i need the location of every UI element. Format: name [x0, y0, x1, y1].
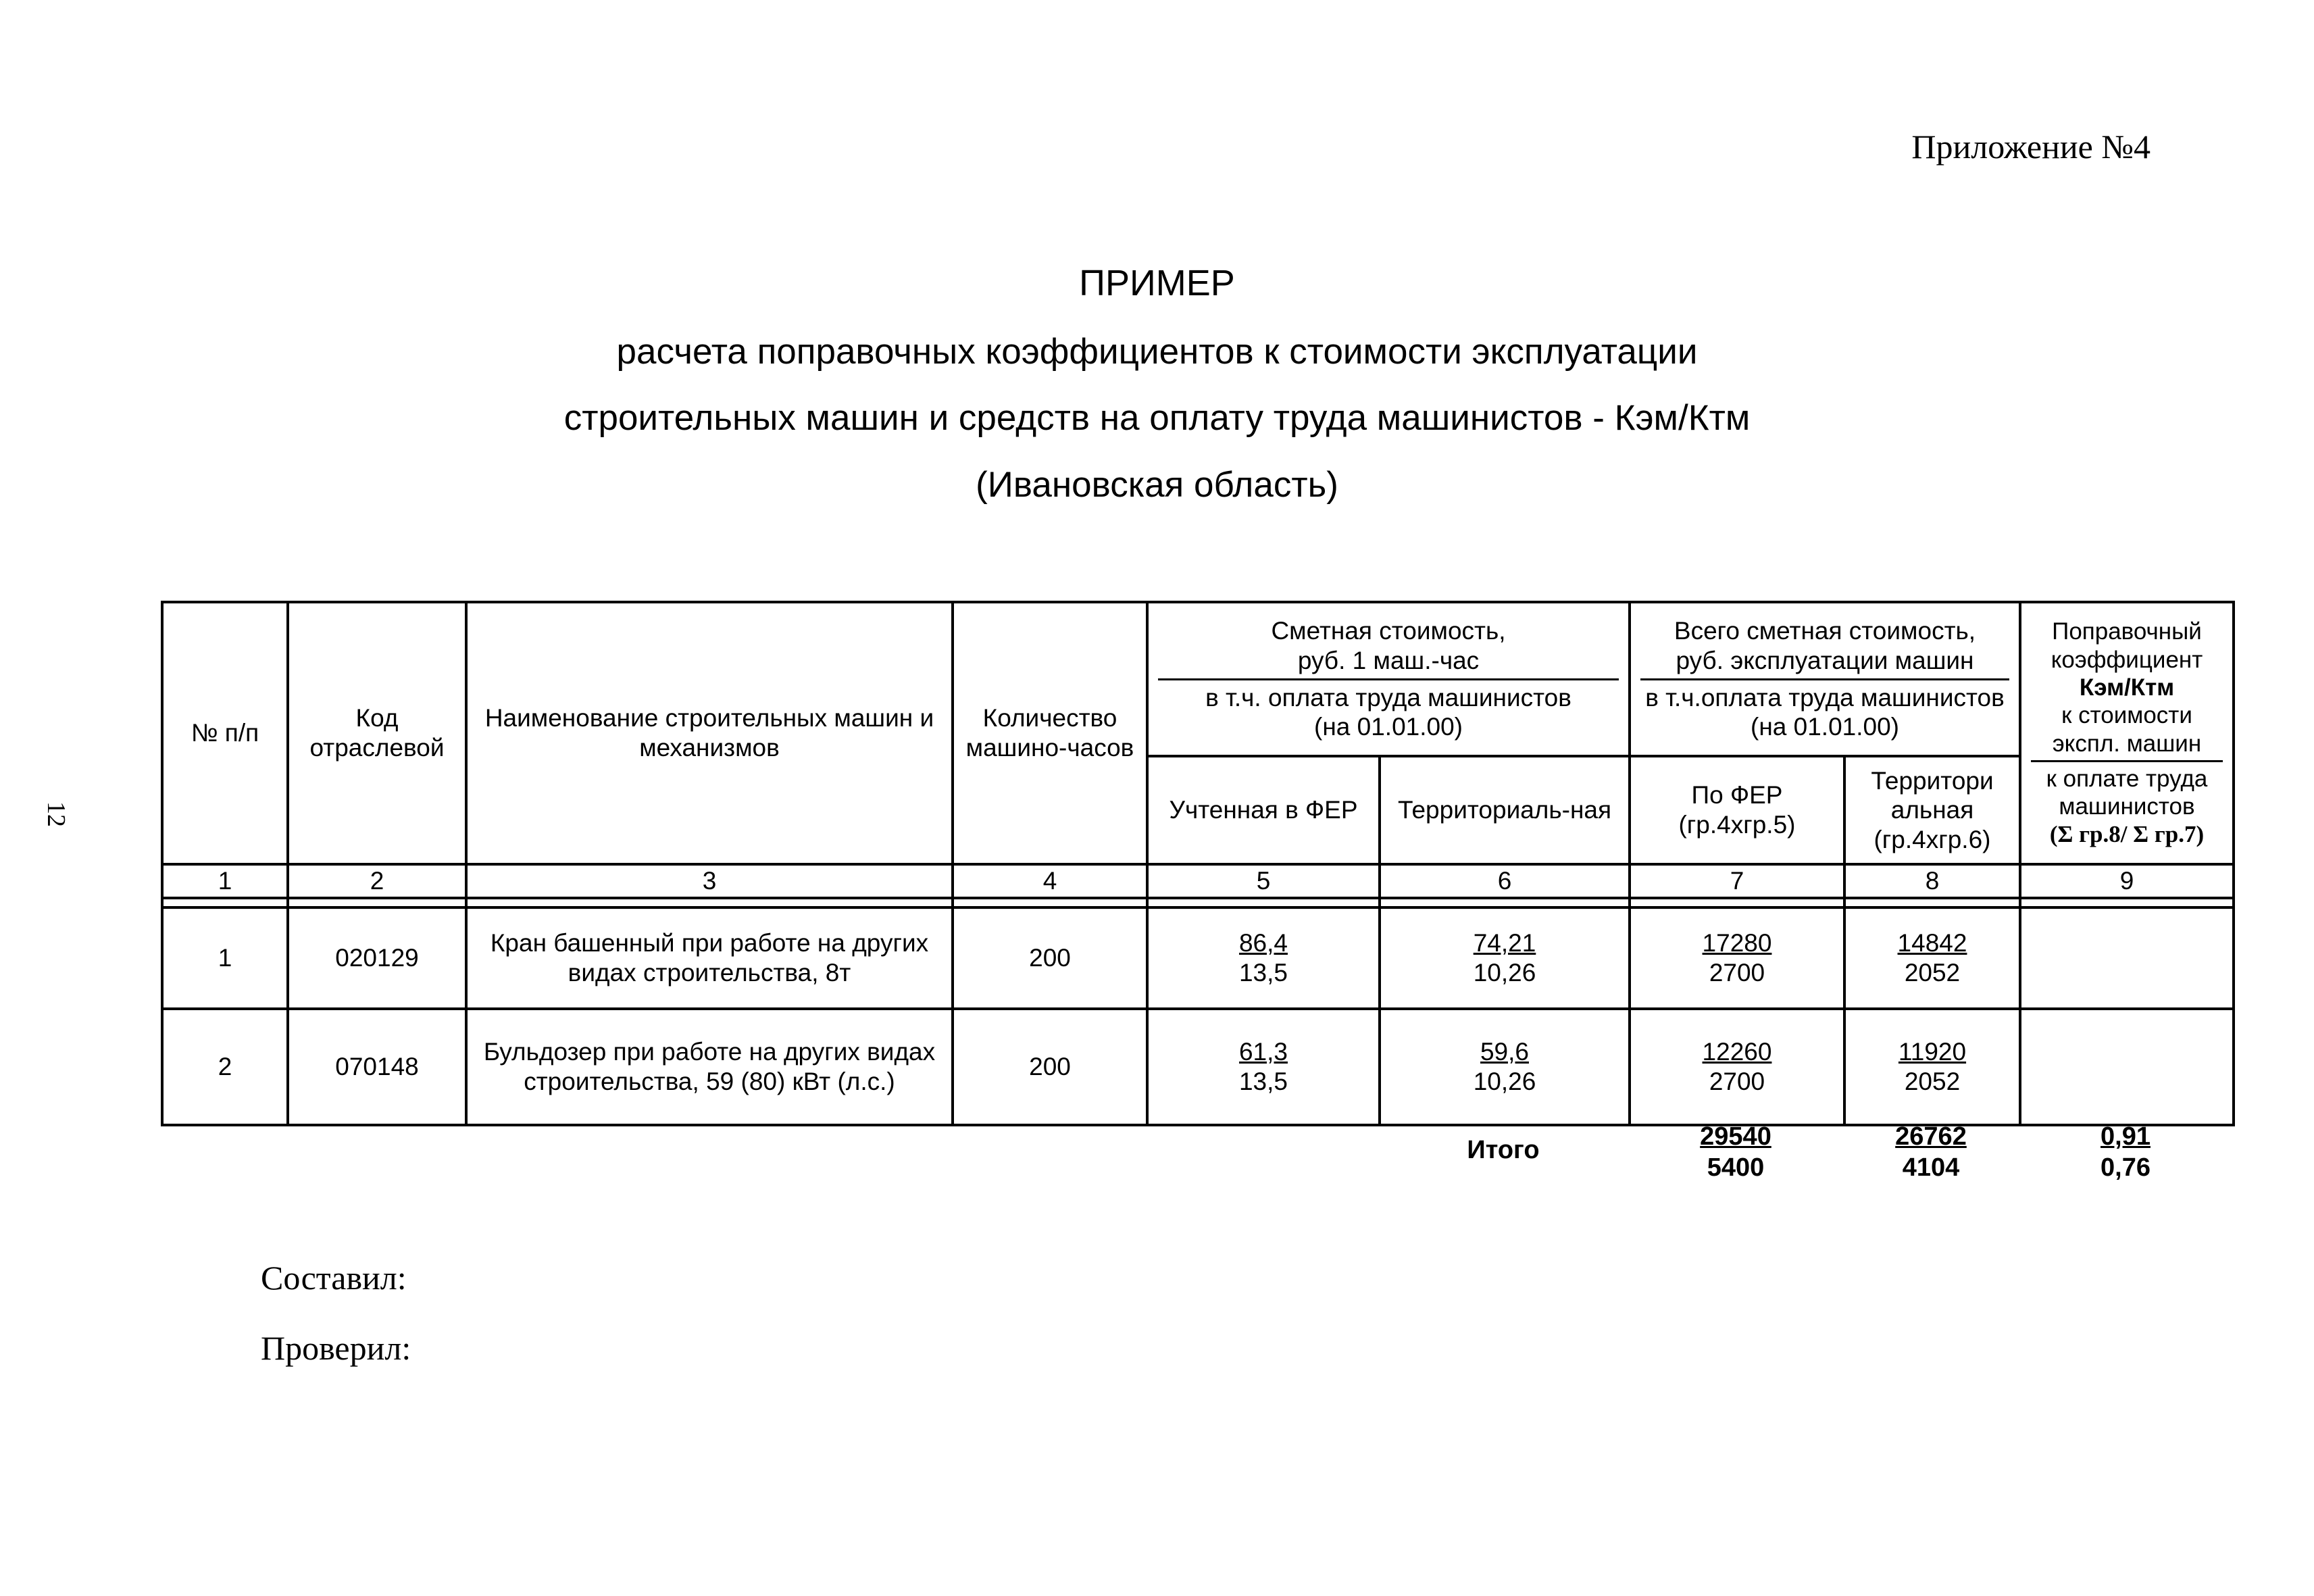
row-total-fer	[1630, 1009, 1844, 1125]
header-divider	[1158, 678, 1619, 680]
header-group-total-top: Всего сметная стоимость,	[1674, 617, 1976, 645]
header-total-territorial: Территори альная (гр.4хгр.6)	[1844, 756, 2020, 864]
value-bottom: 4104	[1902, 1153, 1960, 1182]
header-num: № п/п	[162, 602, 288, 864]
value-bottom: 0,76	[2101, 1153, 2150, 1182]
header-coef-d: к оплате труда машинистов	[2046, 765, 2208, 820]
value-top: 74,21	[1473, 929, 1536, 957]
header-name: Наименование строительных машин и механизмов	[466, 602, 953, 864]
value-top: 11920	[1898, 1038, 1967, 1066]
column-number: 7	[1630, 864, 1844, 898]
header-fer: Учтенная в ФЕР	[1147, 756, 1380, 864]
table-row	[162, 907, 2234, 1009]
column-number: 1	[162, 864, 288, 898]
header-group-cost-mid: руб. 1 маш.-час	[1297, 646, 1480, 674]
value-bottom: 13,5	[1238, 959, 1288, 987]
row-total-fer	[1630, 907, 1844, 1009]
header-total-fer: По ФЕР (гр.4хгр.5)	[1630, 756, 1844, 864]
value-bottom: 2052	[1904, 1068, 1961, 1095]
column-number: 5	[1147, 864, 1380, 898]
row-coefficient	[2020, 1009, 2234, 1125]
row-code: 070148	[288, 1009, 466, 1125]
checked-by-label: Проверил:	[261, 1329, 411, 1367]
value-bottom: 2700	[1709, 959, 1765, 987]
header-coef-c: к стоимости экспл. машин	[2052, 702, 2202, 757]
value-top: 29540	[1700, 1122, 1771, 1151]
row-hours: 200	[953, 907, 1147, 1009]
totals-coefficient	[2019, 1122, 2232, 1183]
appendix-label: Приложение №4	[1911, 128, 2150, 166]
header-group-total-mid: руб. эксплуатации машин	[1676, 646, 1974, 674]
header-code: Код отраслевой	[288, 602, 466, 864]
column-number: 2	[288, 864, 466, 898]
value-bottom: 2700	[1709, 1068, 1765, 1095]
totals-fer	[1628, 1122, 1843, 1183]
value-top: 0,91	[2101, 1122, 2150, 1151]
header-coef-e: (Σ гр.8/ Σ гр.7)	[2049, 821, 2205, 848]
value-bottom: 10,26	[1473, 1068, 1536, 1095]
page-number: 12	[42, 801, 70, 827]
header-group-cost-bot: в т.ч. оплата труда машинистов	[1205, 683, 1571, 712]
value-bottom: 5400	[1707, 1153, 1765, 1182]
value-top: 86,4	[1238, 929, 1288, 957]
value-top: 59,6	[1480, 1038, 1529, 1066]
row-num: 2	[162, 1009, 288, 1125]
totals-territorial	[1843, 1122, 2019, 1183]
value-bottom: 2052	[1904, 959, 1961, 987]
header-group-total	[1630, 602, 2020, 756]
value-bottom: 13,5	[1238, 1068, 1288, 1095]
table-row	[162, 1009, 2234, 1125]
header-group-total-bot: в т.ч.оплата труда машинистов (на 01.01.00)	[1645, 683, 2005, 741]
column-number: 8	[1844, 864, 2020, 898]
document-subtitle-line1: расчета поправочных коэффициентов к стоимости эксплуатации	[616, 332, 1698, 372]
row-name: Кран башенный при работе на других видах строительства, 8т	[466, 907, 953, 1009]
value-top: 26762	[1895, 1122, 1967, 1151]
row-name: Бульдозер при работе на других видах строительства, 59 (80) кВт (л.с.)	[466, 1009, 953, 1125]
totals-label: Итого	[1467, 1136, 1540, 1164]
column-number: 3	[466, 864, 953, 898]
row-coefficient	[2020, 907, 2234, 1009]
value-top: 12260	[1702, 1038, 1772, 1066]
row-fer	[1147, 907, 1380, 1009]
header-group-cost-date: (на 01.01.00)	[1314, 713, 1463, 741]
header-coefficient	[2020, 602, 2234, 864]
column-number: 4	[953, 864, 1147, 898]
document-region: (Ивановская область)	[976, 465, 1338, 505]
header-coef-b: Кэм/Ктм	[2079, 674, 2175, 701]
row-territorial	[1380, 1009, 1630, 1125]
row-territorial	[1380, 907, 1630, 1009]
row-fer	[1147, 1009, 1380, 1125]
row-num: 1	[162, 907, 288, 1009]
header-group-cost-top: Сметная стоимость,	[1271, 617, 1506, 645]
header-coef-a: Поправочный коэффициент	[2051, 618, 2203, 673]
document-subtitle-line2: строительных машин и средств на оплату труда машинистов - Кэм/Ктм	[563, 398, 1751, 438]
calculation-table	[161, 601, 2235, 1126]
header-divider	[1640, 678, 2009, 680]
row-hours: 200	[953, 1009, 1147, 1125]
row-total-territorial	[1844, 1009, 2020, 1125]
value-top: 17280	[1702, 929, 1772, 957]
header-group-cost	[1147, 602, 1630, 756]
column-number: 6	[1380, 864, 1630, 898]
value-top: 14842	[1897, 929, 1967, 957]
header-divider	[2031, 760, 2223, 762]
value-bottom: 10,26	[1473, 959, 1536, 987]
document-title: ПРИМЕР	[1079, 263, 1235, 303]
column-number: 9	[2020, 864, 2234, 898]
value-top: 61,3	[1238, 1038, 1288, 1066]
compiled-by-label: Составил:	[261, 1259, 407, 1297]
header-hours: Количество машино-часов	[953, 602, 1147, 864]
header-territorial: Территориаль-ная	[1380, 756, 1630, 864]
row-code: 020129	[288, 907, 466, 1009]
row-total-territorial	[1844, 907, 2020, 1009]
